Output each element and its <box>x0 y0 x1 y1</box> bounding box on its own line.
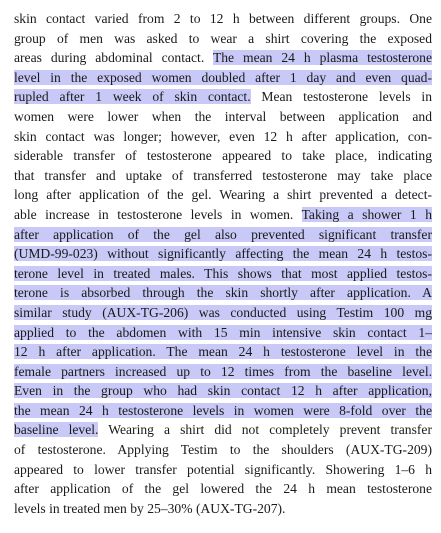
text-segment: after application of the gel lowered the 24 h mean testosterone <box>14 481 432 497</box>
text-line <box>14 68 432 88</box>
highlighted-text: terone level in treated males. This shows that most applied testos- <box>14 265 432 281</box>
highlighted-text: level in the exposed women doubled after 1 day and even quad- <box>14 69 432 85</box>
highlighted-text: female partners increased up to 12 times from the baseline level. <box>14 363 432 379</box>
highlighted-text: Taking a shower 1 h <box>301 206 432 222</box>
text-line <box>14 479 432 499</box>
text-line <box>14 127 432 147</box>
text-line <box>14 225 432 245</box>
text-line <box>14 244 432 264</box>
text-segment: levels in treated men by 25–30% (AUX-TG-207). <box>14 500 286 516</box>
text-line <box>14 342 432 362</box>
highlighted-text: terone is absorbed through the skin shortly after application. A <box>14 285 432 301</box>
body-paragraph <box>14 9 432 518</box>
highlighted-text: 12 h after application. The mean 24 h testosterone level in the <box>14 344 432 360</box>
highlighted-text: the mean 24 h testosterone levels in women were 8-fold over the <box>14 402 432 418</box>
text-segment: able increase in testosterone levels in women. <box>14 206 302 222</box>
text-segment: Mean testosterone levels in <box>250 89 432 105</box>
text-segment: women were lower when the interval between application and <box>14 108 432 124</box>
text-line <box>14 401 432 421</box>
text-segment: siderable transfer of testosterone appeared to take place, indicating <box>14 148 432 164</box>
highlighted-text: The mean 24 h plasma testosterone <box>212 50 432 66</box>
text-line <box>14 107 432 127</box>
text-line <box>14 440 432 460</box>
highlighted-text: applied to the abdomen with 15 min intensive skin contact 1– <box>14 324 432 340</box>
text-line <box>14 283 432 303</box>
text-line <box>14 381 432 401</box>
highlighted-text: similar study (AUX-TG-206) was conducted using Testim 100 mg <box>14 304 432 320</box>
text-segment: areas during abdominal contact. <box>14 50 213 66</box>
document-page <box>14 9 432 518</box>
text-segment: skin contact varied from 2 to 12 h between different groups. One <box>14 11 432 26</box>
text-line <box>14 48 432 68</box>
text-line <box>14 9 432 29</box>
text-line <box>14 499 432 519</box>
text-line <box>14 166 432 186</box>
highlighted-text: baseline level. <box>14 422 99 438</box>
text-segment: long after application of the gel. Wearing a shirt prevented a detect- <box>14 187 432 203</box>
text-line <box>14 146 432 166</box>
text-segment: group of men was asked to wear a shirt covering the exposed <box>14 30 432 46</box>
text-line <box>14 264 432 284</box>
highlighted-text: after application of the gel also prevented significant transfer <box>14 226 432 242</box>
text-line <box>14 205 432 225</box>
text-segment: skin contact was longer; however, even 12 h after application, con- <box>14 128 432 144</box>
text-segment: of testosterone. Applying Testim to the shoulders (AUX-TG-209) <box>14 442 432 458</box>
text-line <box>14 362 432 382</box>
text-segment: appeared to lower transfer potential significantly. Showering 1–6 h <box>14 461 432 477</box>
highlighted-text: rupled after 1 week of skin contact. <box>14 89 251 105</box>
text-line <box>14 420 432 440</box>
text-line <box>14 303 432 323</box>
highlighted-text: (UMD-99-023) without significantly affecting the mean 24 h testos- <box>14 246 432 262</box>
text-segment: that transfer and uptake of transferred testosterone may take place <box>14 167 432 183</box>
text-line <box>14 323 432 343</box>
text-segment: Wearing a shirt did not completely prevent transfer <box>98 422 432 438</box>
text-line <box>14 460 432 480</box>
text-line <box>14 185 432 205</box>
highlighted-text: Even in the group who had skin contact 12 h after application, <box>14 383 432 399</box>
text-line <box>14 87 432 107</box>
text-line <box>14 29 432 49</box>
